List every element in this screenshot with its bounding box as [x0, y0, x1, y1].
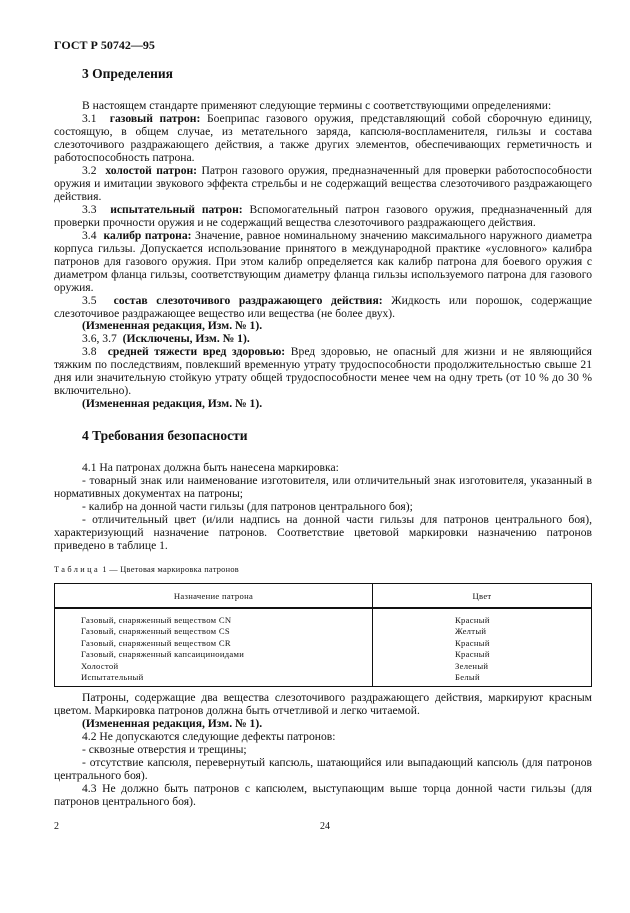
item-number: 3.2: [82, 163, 97, 177]
caption-text: 1 — Цветовая маркировка патронов: [100, 565, 240, 574]
term: состав слезоточивого раздражающего действия:: [113, 293, 383, 307]
item-number: 3.3: [82, 202, 97, 216]
term: калибр патрона:: [103, 228, 192, 242]
definition: Вспомогательный патрон газового оружия, предназначенный для проверки прочности оружия и не содержащий вещества слезоточивого раздражающего действия.: [54, 202, 592, 229]
page-number-left: 2: [54, 821, 59, 832]
paragraph-4-2: 4.2 Не допускаются следующие дефекты патронов:: [82, 729, 336, 743]
cell-purpose: Газовый, снаряженный веществом CN: [55, 608, 373, 626]
bullet-item: - сквозные отверстия и трещины;: [82, 742, 247, 756]
section-3-body: [54, 100, 592, 411]
term: средней тяжести вред здоровью:: [107, 345, 286, 359]
definition: Жидкость или порошок, содержащие слезоточивое раздражающее вещество или вещества (не более двух).: [54, 293, 592, 320]
bullet-item: - товарный знак или наименование изготовителя, или отличительный знак изготовителя, указанный в нормативных документах на патроны;: [54, 473, 592, 500]
table-row: [55, 626, 592, 637]
definition-3-4: [54, 230, 592, 295]
table-header-row: [55, 584, 592, 609]
column-header-purpose: Назначение патрона: [55, 584, 373, 609]
caption-label: Таблица: [54, 565, 101, 574]
cell-color: Красный: [373, 638, 592, 649]
cell-purpose: Испытательный: [55, 672, 373, 687]
page-number-center: 24: [320, 821, 330, 832]
color-marking-table: [54, 583, 592, 687]
cell-purpose: Газовый, снаряженный веществом CR: [55, 638, 373, 649]
intro-paragraph: В настоящем стандарте применяют следующие термины с соответствующими определениями:: [82, 99, 552, 112]
amendment-note: (Измененная редакция, Изм. № 1).: [82, 319, 263, 333]
paragraph-4-1: 4.1 На патронах должна быть нанесена маркировка:: [82, 461, 339, 474]
table-row: [55, 649, 592, 660]
term: газовый патрон:: [109, 111, 201, 125]
item-number: 3.6, 3.7: [82, 332, 117, 346]
item-number: 3.1: [82, 111, 97, 125]
table-row: [55, 661, 592, 672]
cell-color: Белый: [373, 672, 592, 687]
item-number: 3.4: [82, 228, 97, 242]
table-row: [55, 608, 592, 626]
definition: Вред здоровью, не опасный для жизни и не являющийся тяжким по последствиям, повлекший временную утрату трудоспособности продолжительностью свыше 21 дня или значительную стойкую утрату общей трудоспособности менее чем на одну треть (от 10 % до 30 % включительно).: [54, 345, 592, 398]
amendment-note: (Измененная редакция, Изм. № 1).: [82, 716, 263, 730]
bullet-item: - отсутствие капсюля, перевернутый капсюль, шатающийся или выпадающий капсюль (для патронов центрального боя).: [54, 755, 592, 782]
section-3-heading: 3 Определения: [82, 66, 173, 81]
cell-purpose: Холостой: [55, 661, 373, 672]
cell-color: Желтый: [373, 626, 592, 637]
definition-3-8: [54, 346, 592, 398]
cell-color: Красный: [373, 608, 592, 626]
cell-purpose: Газовый, снаряженный капсаициноидами: [55, 649, 373, 660]
definition-3-2: [54, 165, 592, 204]
cell-purpose: Газовый, снаряженный веществом CS: [55, 626, 373, 637]
definition-3-5: [54, 295, 592, 321]
term: испытательный патрон:: [110, 202, 243, 216]
definition: Патрон газового оружия, предназначенный для проверки работоспособности оружия и имитации звукового эффекта стрельбы и не содержащий вещества слезоточивого раздражающего действия.: [54, 163, 592, 203]
paragraph-4-3: 4.3 Не должно быть патронов с капсюлем, выступающим выше торца донной части гильзы (для патронов центрального боя).: [54, 781, 592, 808]
definition: Боеприпас газового оружия, представляющий собой сборочную единицу, состоящую, в общем случае, из метательного заряда, капсюля-воспламенителя, гильзы и состава слезоточивого раздражающего действия, а также других элементов, обеспечивающих герметичность и работоспособность патрона.: [54, 111, 592, 164]
item-number: 3.5: [82, 293, 97, 307]
paragraph-after-table: Патроны, содержащие два вещества слезоточивого раздражающего действия, маркируют красным цветом. Маркировка патронов должна быть отчетливой и легко читаемой.: [54, 691, 592, 717]
item-number: 3.8: [82, 345, 97, 359]
table-row: [55, 638, 592, 649]
section-4-continued: [54, 692, 592, 809]
table-row: [55, 672, 592, 687]
document-header: ГОСТ Р 50742—95: [54, 38, 155, 52]
table-caption: [54, 565, 592, 574]
cell-color: Красный: [373, 649, 592, 660]
definition-3-1: [54, 113, 592, 165]
excluded-text: (Исключены, Изм. № 1).: [122, 332, 250, 346]
definition: Значение, равное номинальному значению максимального наружного диаметра корпуса гильзы. Допускается использование принятого в международной практике «условного» калибра патронов для газового оружия. При этом калибр определяется как калибр патрона для боевого оружия с диаметром фланца гильзы, соответствующим диаметру фланца гильзы используемого патрона для газового оружия.: [54, 228, 592, 294]
definition-3-3: [54, 204, 592, 230]
term: холостой патрон:: [105, 163, 198, 177]
section-4-heading: 4 Требования безопасности: [82, 428, 248, 443]
column-header-color: Цвет: [373, 584, 592, 609]
cell-color: Зеленый: [373, 661, 592, 672]
section-4-body: [54, 462, 592, 553]
bullet-item: - калибр на донной части гильзы (для патронов центрального боя);: [82, 499, 413, 513]
amendment-note: (Измененная редакция, Изм. № 1).: [82, 397, 263, 411]
bullet-item: - отличительный цвет (и/или надпись на донной части гильзы для патронов центрального боя), характеризующий назначение патронов. Соответствие цветовой маркировки назначению патронов приведено в таблице 1.: [54, 512, 592, 552]
